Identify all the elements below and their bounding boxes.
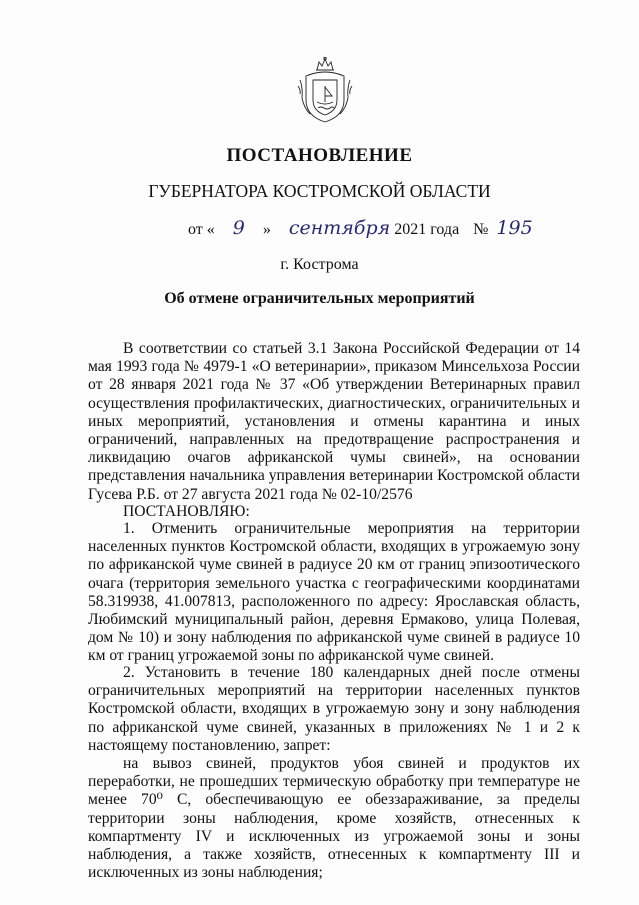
document-number: 195: [496, 217, 533, 239]
number-prefix: №: [473, 221, 489, 238]
paragraph-item-2: 2. Установить в течение 180 календарных дней после отмены ограничительных мероприятий на территории населенных пунктов Костромской области, входящих в угрожаемую зону и зону наблюдения по африканской чуме свиней, указанных в приложениях № 1 и 2 к настоящему постановлению, запрет:: [88, 664, 580, 754]
date-mid: »: [262, 221, 271, 238]
date-day: 9: [232, 217, 245, 239]
city-line: г. Кострома: [280, 256, 359, 273]
date-year: 2021 года: [394, 221, 460, 238]
date-month: сентября: [288, 217, 391, 239]
paragraph-preamble: В соответствии со статьей 3.1 Закона Российской Федерации от 14 мая 1993 года № 4979-1 «О ветеринарии», приказом Минсельхоза России от 28 января 2021 года № 37 «Об утверждении Ветеринарных правил осуществления профилактических, диагностических, ограничительных и иных мероприятий, установления и отмены карантина и иных ограничений, направленных на предотвращение распространения и ликвидацию очагов африканской чумы свиней», на основании представления начальника управления ветеринарии Костромской области Гусева Р.Б. от 27 августа 2021 года № 02-10/2576: [88, 340, 580, 503]
date-line: [188, 217, 533, 239]
document-heading: Об отмене ограничительных мероприятий: [164, 290, 475, 307]
paragraph-ban-export: на вывоз свиней, продуктов убоя свиней и продуктов их переработки, не прошедших термическую обработку при температуре не менее 70⁰ С, обеспечивающую ее обеззараживание, за пределы территории зоны наблюдения, кроме хозяйств, отнесенных к компартменту IV и исключенных из угрожаемой зоны и зоны наблюдения, а также хозяйств, отнесенных к компартменту III и исключенных из зоны наблюдения;: [88, 755, 580, 882]
paragraph-item-1: 1. Отменить ограничительные мероприятия на территории населенных пунктов Костромской области, входящих в угрожаемую зону по африканской чуме свиней в радиусе 20 км от границ эпизоотического очага (территория земельного участка с географическими координатами 58.319938, 41.007813, расположенного по адресу: Ярославская область, Любимский муниципальный район, деревня Ермаково, улица Полевая, дом № 10) и зону наблюдения по африканской чуме свиней в радиусе 10 км от границ угрожаемой зоны по африканской чуме свиней.: [88, 520, 580, 665]
date-prefix: от «: [188, 221, 215, 238]
resolve-line: ПОСТАНОВЛЯЮ:: [123, 503, 250, 520]
document-subtitle: ГУБЕРНАТОРА КОСТРОМСКОЙ ОБЛАСТИ: [148, 181, 491, 201]
document-title: ПОСТАНОВЛЕНИЕ: [226, 145, 413, 166]
coat-of-arms-emblem: [294, 56, 356, 126]
